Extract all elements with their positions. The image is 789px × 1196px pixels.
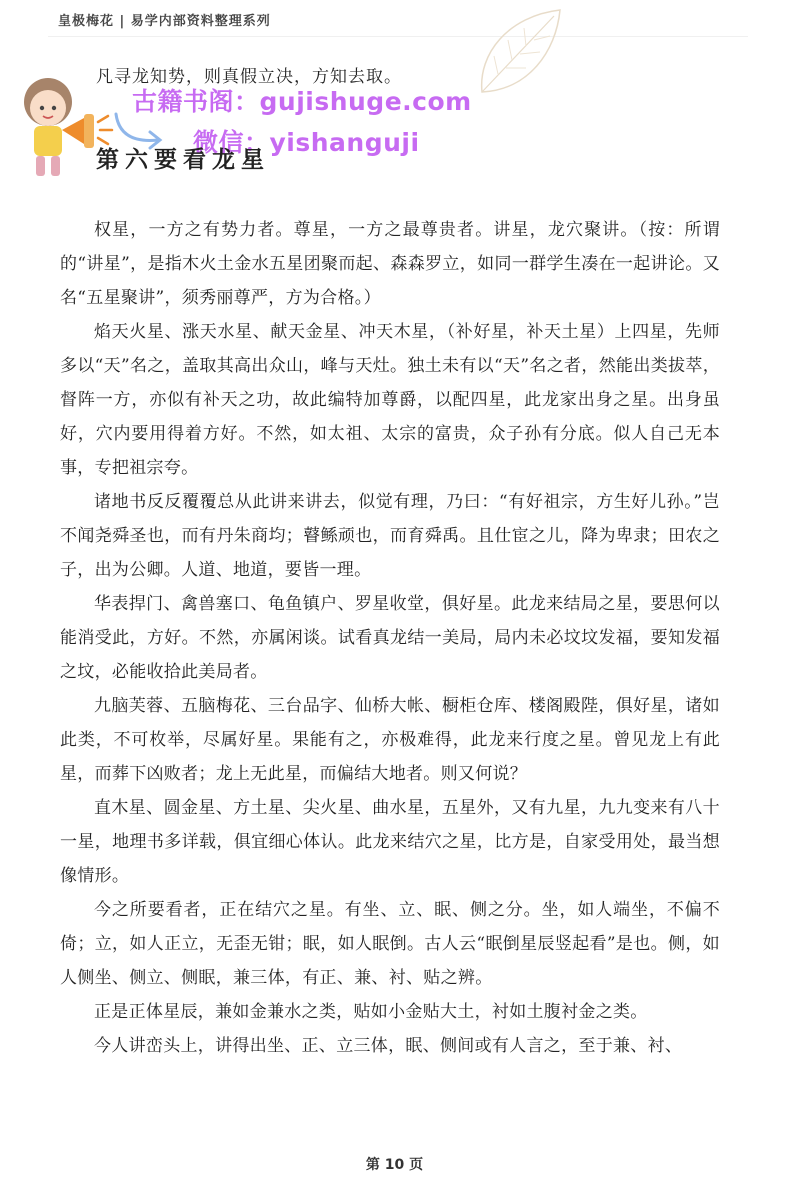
paragraph: 焰天火星、涨天水星、献天金星、冲天木星，（补好星，补天土星）上四星，先师多以“天”名之，盖取其高出众山，峰与天灶。独土未有以“天”名之者，然能出类拔萃，督阵一方，亦似有补天之功，故此编特加尊爵，以配四星，此龙家出身之星。出身虽好，穴内要用得着方好。不然，如太祖、太宗的富贵，众子孙有分底。似人自己无本事，专把祖宗夸。 [60, 322, 720, 478]
paragraph: 直木星、圆金星、方土星、尖火星、曲水星，五星外，又有九星，九九变来有八十一星，地理书多详载，俱宜细心体认。此龙来结穴之星，比方是，自家受用处，最当想像情形。 [60, 798, 720, 886]
paragraph: 正是正体星辰，兼如金兼水之类，贴如小金贴大土，衬如土腹衬金之类。 [94, 1002, 648, 1022]
lead-line: 凡寻龙知势，则真假立决，方知去取。 [96, 67, 402, 87]
watermark-site: 古籍书阁：gujishuge.com [132, 87, 472, 116]
paragraph: 华表捍门、禽兽塞口、龟鱼镇户、罗星收堂，俱好星。此龙来结局之星，要思何以能消受此，方好。不然，亦属闲谈。试看真龙结一美局，局内未必坟坟发福，要知发福之坟，必能收拾此美局者。 [60, 594, 720, 682]
paragraph: 今之所要看者，正在结穴之星。有坐、立、眠、侧之分。坐，如人端坐，不偏不倚；立，如人正立，无歪无钳；眠，如人眠倒。古人云“眠倒星辰竖起看”是也。侧，如人侧坐、侧立、侧眠，兼三体，有正、兼、衬、贴之辨。 [60, 900, 720, 988]
paragraph: 九脑芙蓉、五脑梅花、三台品字、仙桥大帐、橱柜仓库、楼阁殿陛，俱好星，诸如此类，不可枚举，尽属好星。果能有之，亦极难得，此龙来行度之星。曾见龙上有此星，而葬下凶败者；龙上无此星，而偏结大地者。则又何说？ [60, 696, 720, 784]
paragraph: 诸地书反反覆覆总从此讲来讲去，似觉有理，乃曰：“有好祖宗，方生好儿孙。”岂不闻尧舜圣也，而有丹朱商均；瞽鲧顽也，而育舜禹。且仕宦之儿，降为卑隶；田农之子，出为公卿。人道、地道，要皆一理。 [60, 492, 720, 580]
paragraph: 今人讲峦头上，讲得出坐、正、立三体，眠、侧间或有人言之，至于兼、衬、 [94, 1036, 683, 1056]
body-text [60, 213, 720, 1063]
paragraph: 权星，一方之有势力者。尊星，一方之最尊贵者。讲星，龙穴聚讲。（按：所谓的“讲星”，是指木火土金水五星团聚而起、森森罗立，如同一群学生凑在一起讲论。又名“五星聚讲”，须秀丽尊严，方为合格。） [60, 220, 720, 308]
running-header: 皇极梅花 | 易学内部资料整理系列 [58, 14, 271, 29]
watermark-wechat: 微信：yishanguji [193, 128, 420, 157]
leaf-decoration-icon [468, 4, 568, 100]
page-number: 第 10 页 [365, 1157, 424, 1173]
header-rule [48, 36, 748, 37]
section-title: 第六要看龙星 [96, 146, 270, 173]
